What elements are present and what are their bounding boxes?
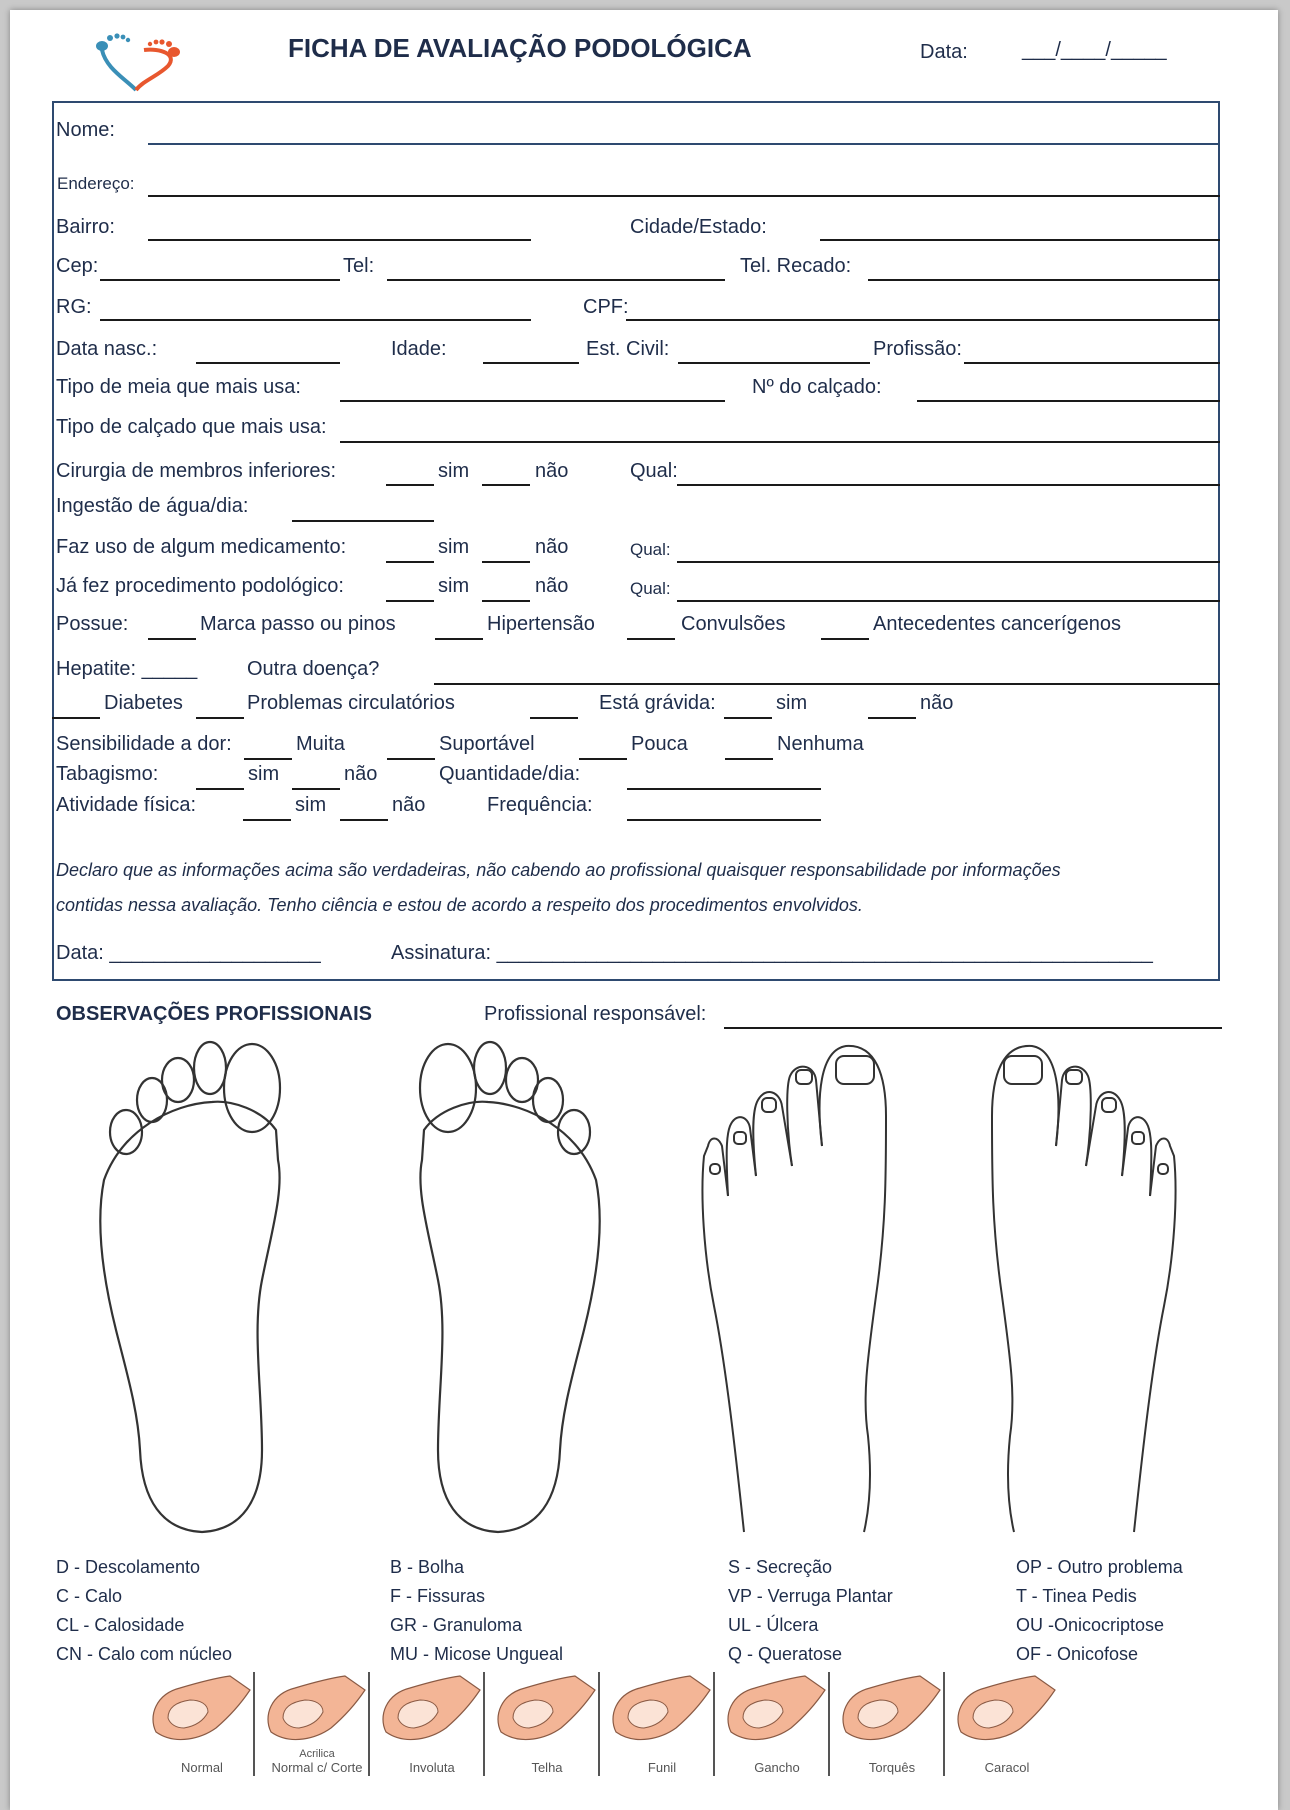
medicamento-nao-label: não <box>535 536 569 558</box>
toe-nail-icon <box>721 1672 833 1752</box>
rg-label: RG: <box>56 296 92 318</box>
num-calcado-field[interactable] <box>917 400 1220 402</box>
cirurgia-sim-label: sim <box>438 460 470 482</box>
atividade-sim-label: sim <box>295 794 327 816</box>
nail-label <box>376 1761 488 1774</box>
cpf-field[interactable] <box>626 319 1220 321</box>
sensibilidade-label: Sensibilidade a dor: <box>56 733 232 755</box>
suportavel-label: Suportável <box>439 733 535 755</box>
right-dorsal-foot-icon <box>982 1036 1182 1536</box>
atividade-nao-label: não <box>392 794 426 816</box>
nail-type-involuta <box>376 1672 488 1776</box>
procedimento-label: Já fez procedimento podológico: <box>56 575 344 597</box>
nail-type-telha <box>491 1672 603 1776</box>
nail-type-normal <box>146 1672 258 1776</box>
tel-recado-label: Tel. Recado: <box>740 255 852 277</box>
nail-separator <box>713 1672 715 1776</box>
toe-nail-icon <box>491 1672 603 1752</box>
nail-type-funil <box>606 1672 718 1776</box>
nail-separator <box>253 1672 255 1776</box>
legend-item: S - Secreção <box>728 1557 833 1577</box>
nail-label <box>951 1761 1063 1774</box>
cirurgia-sim-field[interactable] <box>386 484 434 486</box>
tel-recado-field[interactable] <box>868 279 1220 281</box>
est-civil-label: Est. Civil: <box>586 338 670 360</box>
nail-sublabel: Acrilica <box>299 1748 335 1760</box>
cpf-label: CPF: <box>583 296 629 318</box>
legend-item: Q - Queratose <box>728 1644 843 1664</box>
observacoes-title: OBSERVAÇÕES PROFISSIONAIS <box>56 1003 372 1025</box>
nail-label-text: Caracol <box>984 1760 1030 1775</box>
tipo-meia-field[interactable] <box>340 400 725 402</box>
tel-field[interactable] <box>387 279 725 281</box>
medicamento-sim-field[interactable] <box>386 561 434 563</box>
nail-separator <box>828 1672 830 1776</box>
procedimento-sim-field[interactable] <box>386 600 434 602</box>
suportavel-field[interactable] <box>387 758 435 760</box>
nome-label: Nome: <box>56 119 115 141</box>
date-label: Data: <box>920 41 968 63</box>
diabetes-label: Diabetes <box>104 692 183 714</box>
cep-label: Cep: <box>56 255 99 277</box>
cidade-estado-field[interactable] <box>820 239 1220 241</box>
profissao-label: Profissão: <box>873 338 962 360</box>
legend-item: GR - Granuloma <box>390 1615 523 1635</box>
pouca-field[interactable] <box>579 758 627 760</box>
idade-field[interactable] <box>483 362 579 364</box>
bairro-field[interactable] <box>148 239 531 241</box>
cidade-estado-label: Cidade/Estado: <box>630 216 767 238</box>
possue-label: Possue: <box>56 613 129 635</box>
cirurgia-qual-field[interactable] <box>677 484 1220 486</box>
legend-item: VP - Verruga Plantar <box>728 1586 893 1606</box>
sign-date-field[interactable]: Data: ___________________ <box>56 942 321 964</box>
medicamento-sim-label: sim <box>438 536 470 558</box>
nail-separator <box>368 1672 370 1776</box>
legend-item: T - Tinea Pedis <box>1016 1586 1137 1606</box>
procedimento-nao-field[interactable] <box>482 600 530 602</box>
frequencia-label: Frequência: <box>487 794 593 816</box>
procedimento-nao-label: não <box>535 575 569 597</box>
procedimento-qual-label: Qual: <box>630 579 671 598</box>
gravida-label: Está grávida: <box>599 692 716 714</box>
cirurgia-nao-field[interactable] <box>482 484 530 486</box>
nail-label-text: Normal <box>181 1760 223 1775</box>
cirurgia-label: Cirurgia de membros inferiores: <box>56 460 337 482</box>
cirurgia-nao-label: não <box>535 460 569 482</box>
legend-item: OP - Outro problema <box>1016 1557 1183 1577</box>
gravida-sim-field[interactable] <box>724 717 772 719</box>
legend-item: MU - Micose Ungueal <box>390 1644 564 1664</box>
tipo-calcado-label: Tipo de calçado que mais usa: <box>56 416 327 438</box>
toe-nail-icon <box>606 1672 718 1752</box>
nail-separator <box>598 1672 600 1776</box>
nail-separator <box>483 1672 485 1776</box>
left-sole-icon <box>92 1030 312 1535</box>
cep-field[interactable] <box>100 279 340 281</box>
right-sole-icon <box>388 1030 608 1535</box>
convulsoes-label: Convulsões <box>681 613 786 635</box>
data-nasc-label: Data nasc.: <box>56 338 158 360</box>
cirurgia-qual-label: Qual: <box>630 460 678 482</box>
atividade-nao-field[interactable] <box>340 819 388 821</box>
tabagismo-sim-field[interactable] <box>196 788 244 790</box>
frequencia-field[interactable] <box>627 819 821 821</box>
nome-field[interactable] <box>148 143 1220 145</box>
diabetes-field[interactable] <box>52 717 100 719</box>
nail-label-text: Normal c/ Corte <box>271 1760 363 1775</box>
nail-type-torqu-s <box>836 1672 948 1776</box>
legend-item: CL - Calosidade <box>56 1615 185 1635</box>
toe-nail-icon <box>836 1672 948 1752</box>
nail-label-text: Funil <box>647 1760 677 1775</box>
tipo-meia-label: Tipo de meia que mais usa: <box>56 376 301 398</box>
feet-heart-logo-icon <box>88 28 188 92</box>
legend-item: UL - Úlcera <box>728 1615 819 1635</box>
nenhuma-field[interactable] <box>725 758 773 760</box>
nail-label <box>836 1761 948 1774</box>
profissional-label: Profissional responsável: <box>484 1003 707 1025</box>
pouca-label: Pouca <box>631 733 688 755</box>
nail-label <box>721 1761 833 1774</box>
nail-separator <box>943 1672 945 1776</box>
hipertensao-label: Hipertensão <box>487 613 595 635</box>
marca-passo-field[interactable] <box>148 638 196 640</box>
procedimento-qual-field[interactable] <box>677 600 1220 602</box>
atividade-sim-field[interactable] <box>243 819 291 821</box>
convulsoes-field[interactable] <box>627 638 675 640</box>
nail-label <box>261 1748 373 1774</box>
legend-item: OU -Onicocriptose <box>1016 1615 1165 1635</box>
gravida-blank-field[interactable] <box>530 717 578 719</box>
medicamento-qual-label: Qual: <box>630 540 671 559</box>
endereco-field[interactable] <box>148 195 1220 197</box>
nail-label-text: Telha <box>531 1760 563 1775</box>
agua-field[interactable] <box>292 520 434 522</box>
tabagismo-nao-field[interactable] <box>292 788 340 790</box>
legend-item: F - Fissuras <box>390 1586 486 1606</box>
marca-passo-label: Marca passo ou pinos <box>200 613 396 635</box>
nail-type-normal-c-corte <box>261 1672 373 1776</box>
muita-field[interactable] <box>244 758 292 760</box>
medicamento-nao-field[interactable] <box>482 561 530 563</box>
circulatorios-field[interactable] <box>196 717 244 719</box>
date-field[interactable]: ___/____/_____ <box>1022 39 1167 61</box>
rg-field[interactable] <box>100 319 531 321</box>
legend-item: CN - Calo com núcleo <box>56 1644 233 1664</box>
muita-label: Muita <box>296 733 345 755</box>
nail-label-text: Gancho <box>754 1760 800 1775</box>
endereco-label: Endereço: <box>57 174 135 193</box>
declaration-line-2: contidas nessa avaliação. Tenho ciência e estou de acordo a respeito dos procedimentos envolvidos. <box>56 895 863 915</box>
antecedentes-label: Antecedentes cancerígenos <box>873 613 1121 635</box>
antecedentes-field[interactable] <box>821 638 869 640</box>
toe-nail-icon <box>146 1672 258 1752</box>
bairro-label: Bairro: <box>56 216 115 238</box>
toe-nail-icon <box>376 1672 488 1752</box>
tipo-calcado-field[interactable] <box>340 441 1220 443</box>
atividade-label: Atividade física: <box>56 794 197 816</box>
signature-field[interactable]: Assinatura: ___________________________________________________________ <box>391 942 1153 964</box>
outra-doenca-field[interactable] <box>434 683 1220 685</box>
nail-label-text: Torquês <box>868 1760 916 1775</box>
procedimento-sim-label: sim <box>438 575 470 597</box>
nail-label <box>606 1761 718 1774</box>
medicamento-qual-field[interactable] <box>677 561 1220 563</box>
profissional-field[interactable] <box>724 1027 1222 1029</box>
gravida-sim-label: sim <box>776 692 808 714</box>
nail-type-caracol <box>951 1672 1063 1776</box>
outra-doenca-label: Outra doença? <box>247 658 380 680</box>
quantidade-label: Quantidade/dia: <box>439 763 581 785</box>
nail-label <box>491 1761 603 1774</box>
quantidade-field[interactable] <box>627 788 821 790</box>
page-title: FICHA DE AVALIAÇÃO PODOLÓGICA <box>288 33 752 63</box>
toe-nail-icon <box>261 1672 373 1752</box>
num-calcado-label: Nº do calçado: <box>752 376 882 398</box>
gravida-nao-label: não <box>920 692 954 714</box>
idade-label: Idade: <box>391 338 447 360</box>
tel-label: Tel: <box>343 255 375 277</box>
hipertensao-field[interactable] <box>435 638 483 640</box>
profissao-field[interactable] <box>964 362 1220 364</box>
tabagismo-sim-label: sim <box>248 763 280 785</box>
est-civil-field[interactable] <box>678 362 870 364</box>
declaration-line-1: Declaro que as informações acima são verdadeiras, não cabendo ao profissional quaisquer responsabilidade por informações <box>56 860 1061 880</box>
hepatite-label[interactable]: Hepatite: _____ <box>56 658 198 680</box>
tabagismo-nao-label: não <box>344 763 378 785</box>
medicamento-label: Faz uso de algum medicamento: <box>56 536 347 558</box>
tabagismo-label: Tabagismo: <box>56 763 159 785</box>
nail-label <box>146 1761 258 1774</box>
circulatorios-label: Problemas circulatórios <box>247 692 455 714</box>
gravida-nao-field[interactable] <box>868 717 916 719</box>
legend-item: B - Bolha <box>390 1557 465 1577</box>
toe-nail-icon <box>951 1672 1063 1752</box>
left-dorsal-foot-icon <box>696 1036 896 1536</box>
legend-item: OF - Onicofose <box>1016 1644 1139 1664</box>
agua-label: Ingestão de água/dia: <box>56 495 249 517</box>
nenhuma-label: Nenhuma <box>777 733 864 755</box>
legend-item: C - Calo <box>56 1586 123 1606</box>
legend-item: D - Descolamento <box>56 1557 201 1577</box>
nail-label-text: Involuta <box>409 1760 455 1775</box>
nail-type-gancho <box>721 1672 833 1776</box>
data-nasc-field[interactable] <box>196 362 340 364</box>
